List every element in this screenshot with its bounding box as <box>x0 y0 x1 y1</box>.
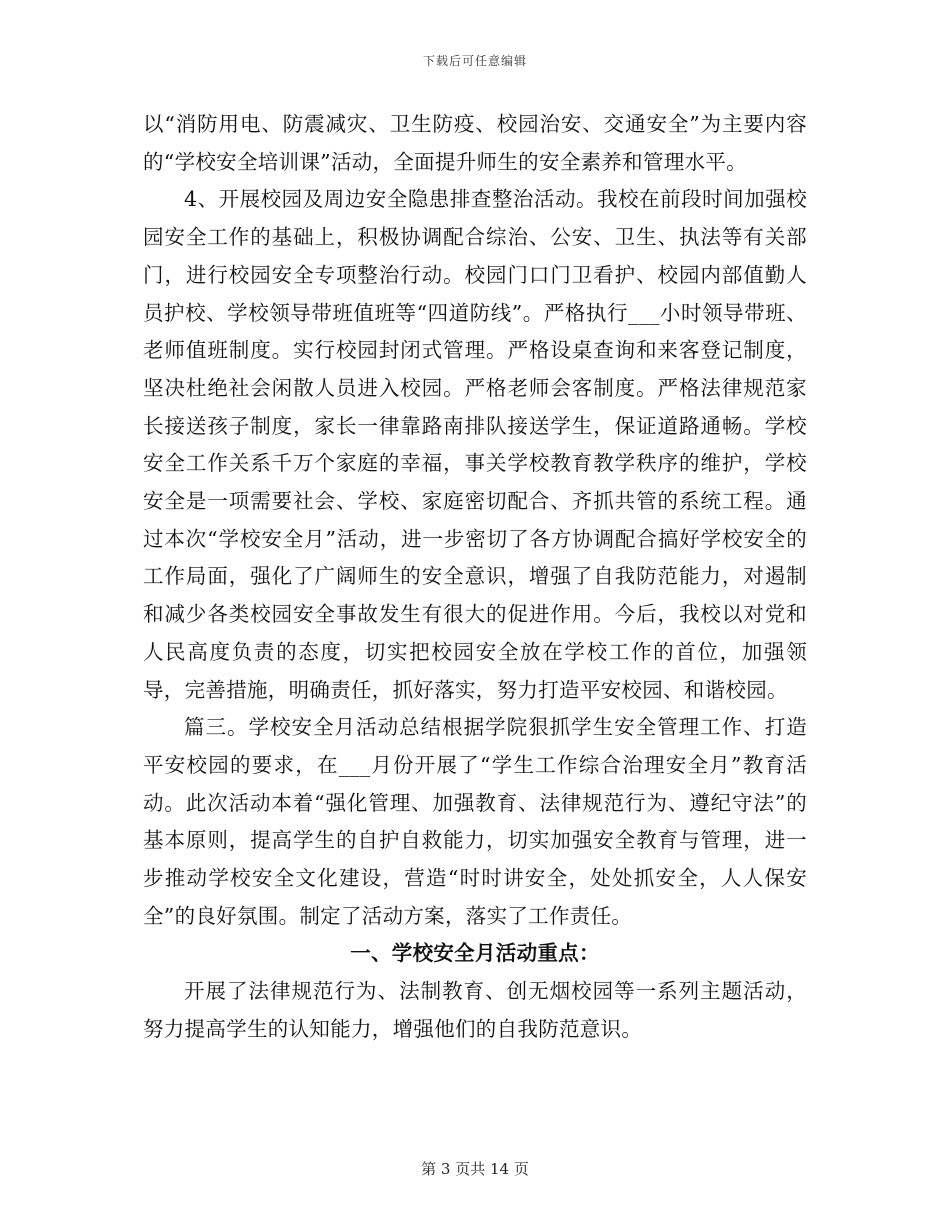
paragraph-2: 4、开展校园及周边安全隐患排查整治活动。我校在前段时间加强校园安全工作的基础上，积极协调配合综治、公安、卫生、执法等有关部门，进行校园安全专项整治行动。校园门口门卫看护、校园内部值勤人员护校、学校领导带班值班等“四道防线”。严格执行___小时领导带班、老师值班制度。实行校园封闭式管理。严格设桌查询和来客登记制度，坚决杜绝社会闲散人员进入校园。严格老师会客制度。严格法律规范家长接送孩子制度，家长一律靠路南排队接送学生，保证道路通畅。学校安全工作关系千万个家庭的幸福，事关学校教育教学秩序的维护，学校安全是一项需要社会、学校、家庭密切配合、齐抓共管的系统工程。通过本次“学校安全月”活动，进一步密切了各方协调配合搞好学校安全的工作局面，强化了广阔师生的安全意识，增强了自我防范能力，对遏制和减少各类校园安全事故发生有很大的促进作用。今后，我校以对党和人民高度负责的态度，切实把校园安全放在学校工作的首位，加强领导，完善措施，明确责任，抓好落实，努力打造平安校园、和谐校园。 <box>143 187 807 702</box>
document-body <box>143 106 807 1049</box>
section-heading: 一、学校安全月活动重点： <box>350 941 600 966</box>
paragraph-4: 开展了法律规范行为、法制教育、创无烟校园等一系列主题活动，努力提高学生的认知能力，增强他们的自我防范意识。 <box>143 979 807 1041</box>
page-header: 下载后可任意编辑 <box>422 54 527 68</box>
paragraph-1: 以“消防用电、防震减灾、卫生防疫、校园治安、交通安全”为主要内容的“学校安全培训课”活动，全面提升师生的安全素养和管理水平。 <box>143 112 807 174</box>
page-footer: 第 3 页共 14 页 <box>421 1160 529 1178</box>
paragraph-3: 篇三。学校安全月活动总结根据学院狠抓学生安全管理工作、打造平安校园的要求，在___月份开展了“学生工作综合治理安全月”教育活动。此次活动本着“强化管理、加强教育、法律规范行为、遵纪守法”的基本原则，提高学生的自护自救能力，切实加强安全教育与管理，进一步推动学校安全文化建设，营造“时时讲安全，处处抓安全，人人保安全”的良好氛围。制定了活动方案，落实了工作责任。 <box>143 715 807 928</box>
